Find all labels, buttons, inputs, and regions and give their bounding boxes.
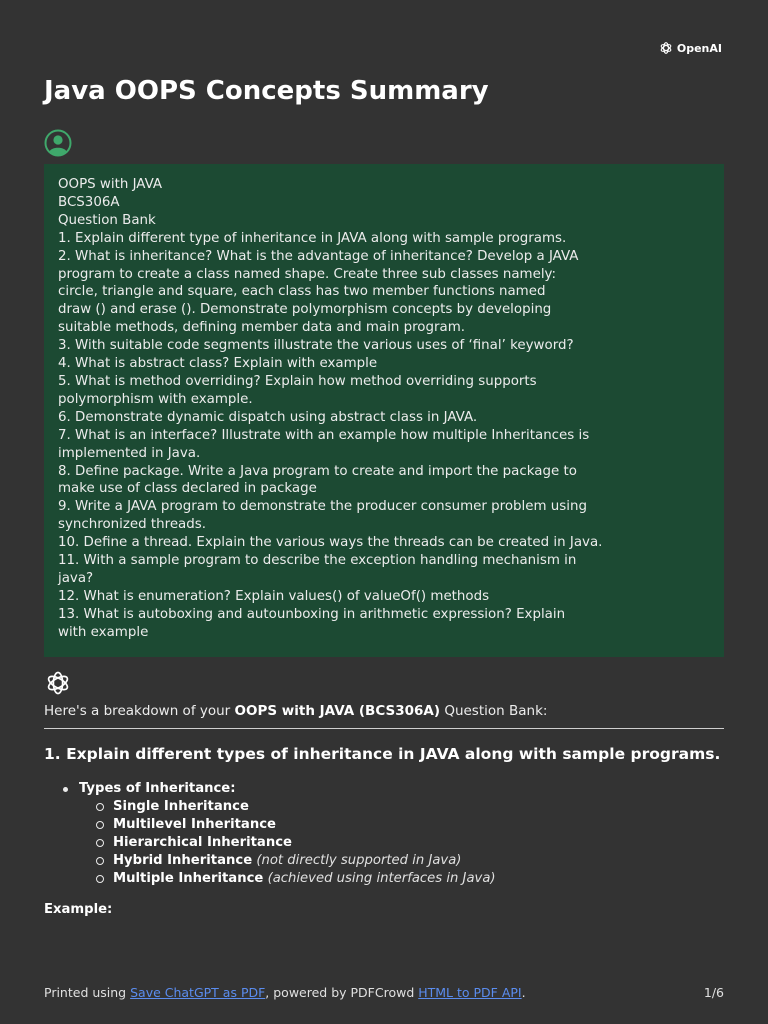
list-item xyxy=(44,834,496,852)
page-number: 1/6 xyxy=(703,985,724,1000)
prompt-line: 11. With a sample program to describe the exception handling mechanism in xyxy=(58,553,577,569)
inheritance-type: Hybrid Inheritance xyxy=(113,853,253,868)
inheritance-type: Hierarchical Inheritance xyxy=(113,835,292,850)
example-label: Example: xyxy=(44,902,113,917)
prompt-line: make use of class declared in package xyxy=(58,481,317,497)
prompt-line: with example xyxy=(58,624,149,640)
prompt-line: program to create a class named shape. Create three sub classes namely: xyxy=(58,266,557,282)
prompt-line: 12. What is enumeration? Explain values() of valueOf() methods xyxy=(58,588,490,604)
prompt-line: 9. Write a JAVA program to demonstrate the producer consumer problem using xyxy=(58,499,587,515)
footer-prefix: Printed using xyxy=(44,985,131,1000)
prompt-line: 6. Demonstrate dynamic dispatch using abstract class in JAVA. xyxy=(58,409,478,425)
prompt-line: 3. With suitable code segments illustrate the various uses of ‘final’ keyword? xyxy=(58,338,574,354)
list-item xyxy=(44,816,496,834)
list-item xyxy=(44,852,496,870)
prompt-line: 5. What is method overriding? Explain how method overriding supports xyxy=(58,373,537,389)
prompt-line: 7. What is an interface? Illustrate with an example how multiple Inheritances is xyxy=(58,427,590,443)
prompt-line: OOPS with JAVA xyxy=(58,177,163,192)
chatgpt-logo-icon xyxy=(44,669,72,697)
inheritance-type: Single Inheritance xyxy=(113,799,249,814)
user-avatar-icon xyxy=(44,129,72,157)
intro-course-name: OOPS with JAVA (BCS306A) xyxy=(234,703,441,719)
footer xyxy=(44,985,526,1000)
prompt-line: 4. What is abstract class? Explain with example xyxy=(58,356,378,372)
prompt-line: implemented in Java. xyxy=(58,445,201,461)
save-chatgpt-pdf-link[interactable]: Save ChatGPT as PDF xyxy=(130,985,266,1000)
prompt-line: java? xyxy=(58,570,94,586)
section-heading: 1. Explain different types of inheritance in JAVA along with sample programs. xyxy=(44,745,721,763)
footer-middle: , powered by PDFCrowd xyxy=(265,985,419,1000)
prompt-line: 13. What is autoboxing and autounboxing in arithmetic expression? Explain xyxy=(58,606,566,622)
page-title: Java OOPS Concepts Summary xyxy=(44,76,489,106)
openai-brand xyxy=(658,40,722,56)
inheritance-type: Multiple Inheritance xyxy=(113,871,264,886)
openai-logo-icon xyxy=(658,40,674,56)
brand-name: OpenAI xyxy=(676,41,722,55)
inheritance-type: Multilevel Inheritance xyxy=(113,817,276,832)
list-item xyxy=(44,780,496,798)
prompt-line: polymorphism with example. xyxy=(58,391,253,407)
intro-text-end: Question Bank: xyxy=(440,703,548,719)
prompt-line: draw () and erase (). Demonstrate polymorphism concepts by developing xyxy=(58,302,552,318)
prompt-line: Question Bank xyxy=(58,212,156,228)
assistant-intro xyxy=(44,703,547,719)
footer-suffix: . xyxy=(521,985,526,1000)
divider xyxy=(44,728,724,729)
prompt-line: synchronized threads. xyxy=(58,517,206,533)
prompt-line: 8. Define package. Write a Java program to create and import the package to xyxy=(58,463,577,479)
list-item xyxy=(44,870,496,888)
inheritance-note: (achieved using interfaces in Java) xyxy=(267,871,496,886)
inheritance-note: (not directly supported in Java) xyxy=(256,853,462,868)
inheritance-list xyxy=(44,780,496,888)
html-to-pdf-api-link[interactable]: HTML to PDF API xyxy=(418,985,522,1000)
prompt-line: 1. Explain different type of inheritance in JAVA along with sample programs. xyxy=(58,230,567,246)
user-prompt-box xyxy=(44,164,724,657)
prompt-line: 2. What is inheritance? What is the advantage of inheritance? Develop a JAVA xyxy=(58,248,579,264)
intro-text: Here's a breakdown of your xyxy=(44,703,235,719)
prompt-line: suitable methods, defining member data and main program. xyxy=(58,320,466,336)
prompt-line: BCS306A xyxy=(58,194,120,210)
list-item xyxy=(44,798,496,816)
prompt-line: 10. Define a thread. Explain the various ways the threads can be created in Java. xyxy=(58,535,603,551)
bullet-label: Types of Inheritance: xyxy=(79,781,236,796)
prompt-line: circle, triangle and square, each class has two member functions named xyxy=(58,284,546,300)
